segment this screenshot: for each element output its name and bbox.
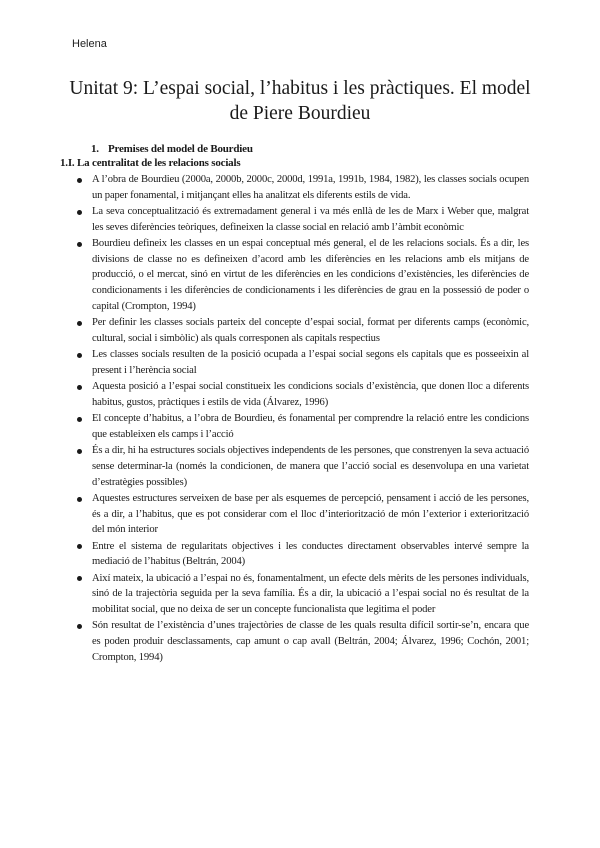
list-item (92, 443, 529, 490)
list-item (92, 236, 529, 314)
section-title: Premises del model de Bourdieu (108, 143, 253, 155)
list-item-text: Són resultat de l’existència d’unes trajectòries de classe de les quals resulta difícil sortir-se’n, encara que es poden produir desclassaments, cap amunt o cap avall (Beltrán, 2004; Álvarez, 1996; Cochón, 2001; Crompton, 1994) (92, 620, 529, 663)
section-number: 1. (91, 143, 99, 155)
list-item-text: Les classes socials resulten de la posició ocupada a l’espai social segons els capitals que es posseeixin al present i l’herència social (92, 349, 529, 376)
list-item-text: Per definir les classes socials parteix del concepte d’espai social, format per diferents camps (econòmic, cultural, social i simbòlic) als quals corresponen als capitals respectius (92, 317, 529, 344)
bullet-icon (77, 242, 82, 247)
list-item-text: Així mateix, la ubicació a l’espai no és, fonamentalment, un efecte dels mèrits de les persones individuals, sinó de la trajectòria seguida per la seva família. És a dir, la ubicació a l’espai social no és resultat de la mobilitat social, que no deixa de ser un concepte funcionalista que legitima el poder (92, 572, 529, 615)
bullet-icon (77, 178, 82, 183)
list-item-text: És a dir, hi ha estructures socials objectives independents de les persones, que constrenyen la seva actuació sense determinar-la (només la condicionen, de manera que l’acció social es desenvolupa en una varietat d’estratègies possibles) (92, 445, 529, 488)
list-item (92, 539, 529, 570)
bullet-icon (77, 497, 82, 502)
list-item (92, 204, 529, 235)
bullet-icon (77, 210, 82, 215)
list-item (92, 411, 529, 442)
list-item-text: Entre el sistema de regularitats objectives i les conductes directament observables intervé sempre la mediació de l’habitus (Beltrán, 2004) (92, 540, 529, 568)
bullet-icon (77, 417, 82, 422)
bullet-icon (77, 385, 82, 390)
list-item-text: Aquestes estructures serveixen de base per als esquemes de percepció, pensament i acció de les persones, és a dir, a l’habitus, que es pot considerar com el lloc d’interiorització de món l’exterior i exteriorització del món interior (92, 493, 529, 536)
list-item (92, 315, 529, 346)
list-item-text: El concepte d’habitus, a l’obra de Bourdieu, és fonamental per comprendre la relació entre les condicions que estableixen els camps i l’acció (92, 413, 529, 440)
subsection-heading: 1.I. La centralitat de les relacions socials (60, 157, 241, 169)
section-heading (91, 143, 253, 155)
document-header-author: Helena (72, 38, 107, 50)
list-item-text: Aquesta posició a l’espai social constitueix les condicions socials d’existència, que donen lloc a diferents habitus, gustos, pràctiques i estils de vida (Álvarez, 1996) (92, 381, 529, 408)
list-item (92, 571, 529, 618)
bullet-icon (77, 321, 82, 326)
list-item (92, 618, 529, 665)
bullet-icon (77, 624, 82, 629)
list-item (92, 491, 529, 538)
list-item (92, 379, 529, 410)
list-item-text: La seva conceptualització és extremadament general i va més enllà de les de Marx i Weber que, malgrat les seves diferències teòriques, defineixen la classe social en relació amb l’àmbit econòmic (92, 206, 529, 233)
bullet-icon (77, 449, 82, 454)
bullet-icon (77, 353, 82, 358)
list-item-text: Bourdieu defineix les classes en un espai conceptual més general, el de les relacions socials. És a dir, les divisions de classe no es defineixen d’acord amb les diferències en les relacions amb els mitjans de producció, o el mercat, sinó en virtut de les diferències en les condicions d’existències, les diferències de condicionaments i les diferències de condicionaments i les diferències de grau en la possessió de poder o capital (Crompton, 1994) (92, 238, 529, 312)
list-item (92, 172, 529, 203)
list-item (92, 347, 529, 378)
bullet-icon (77, 576, 82, 581)
bullet-icon (77, 544, 82, 549)
bullet-list (92, 172, 529, 666)
page-title: Unitat 9: L’espai social, l’habitus i les pràctiques. El model de Piere Bourdieu (69, 78, 531, 124)
list-item-text: A l’obra de Bourdieu (2000a, 2000b, 2000c, 2000d, 1991a, 1991b, 1984, 1982), les classes socials ocupen un paper fonamental, i mitjançant elles ha analitzat els diferents estils de vida. (92, 174, 529, 201)
